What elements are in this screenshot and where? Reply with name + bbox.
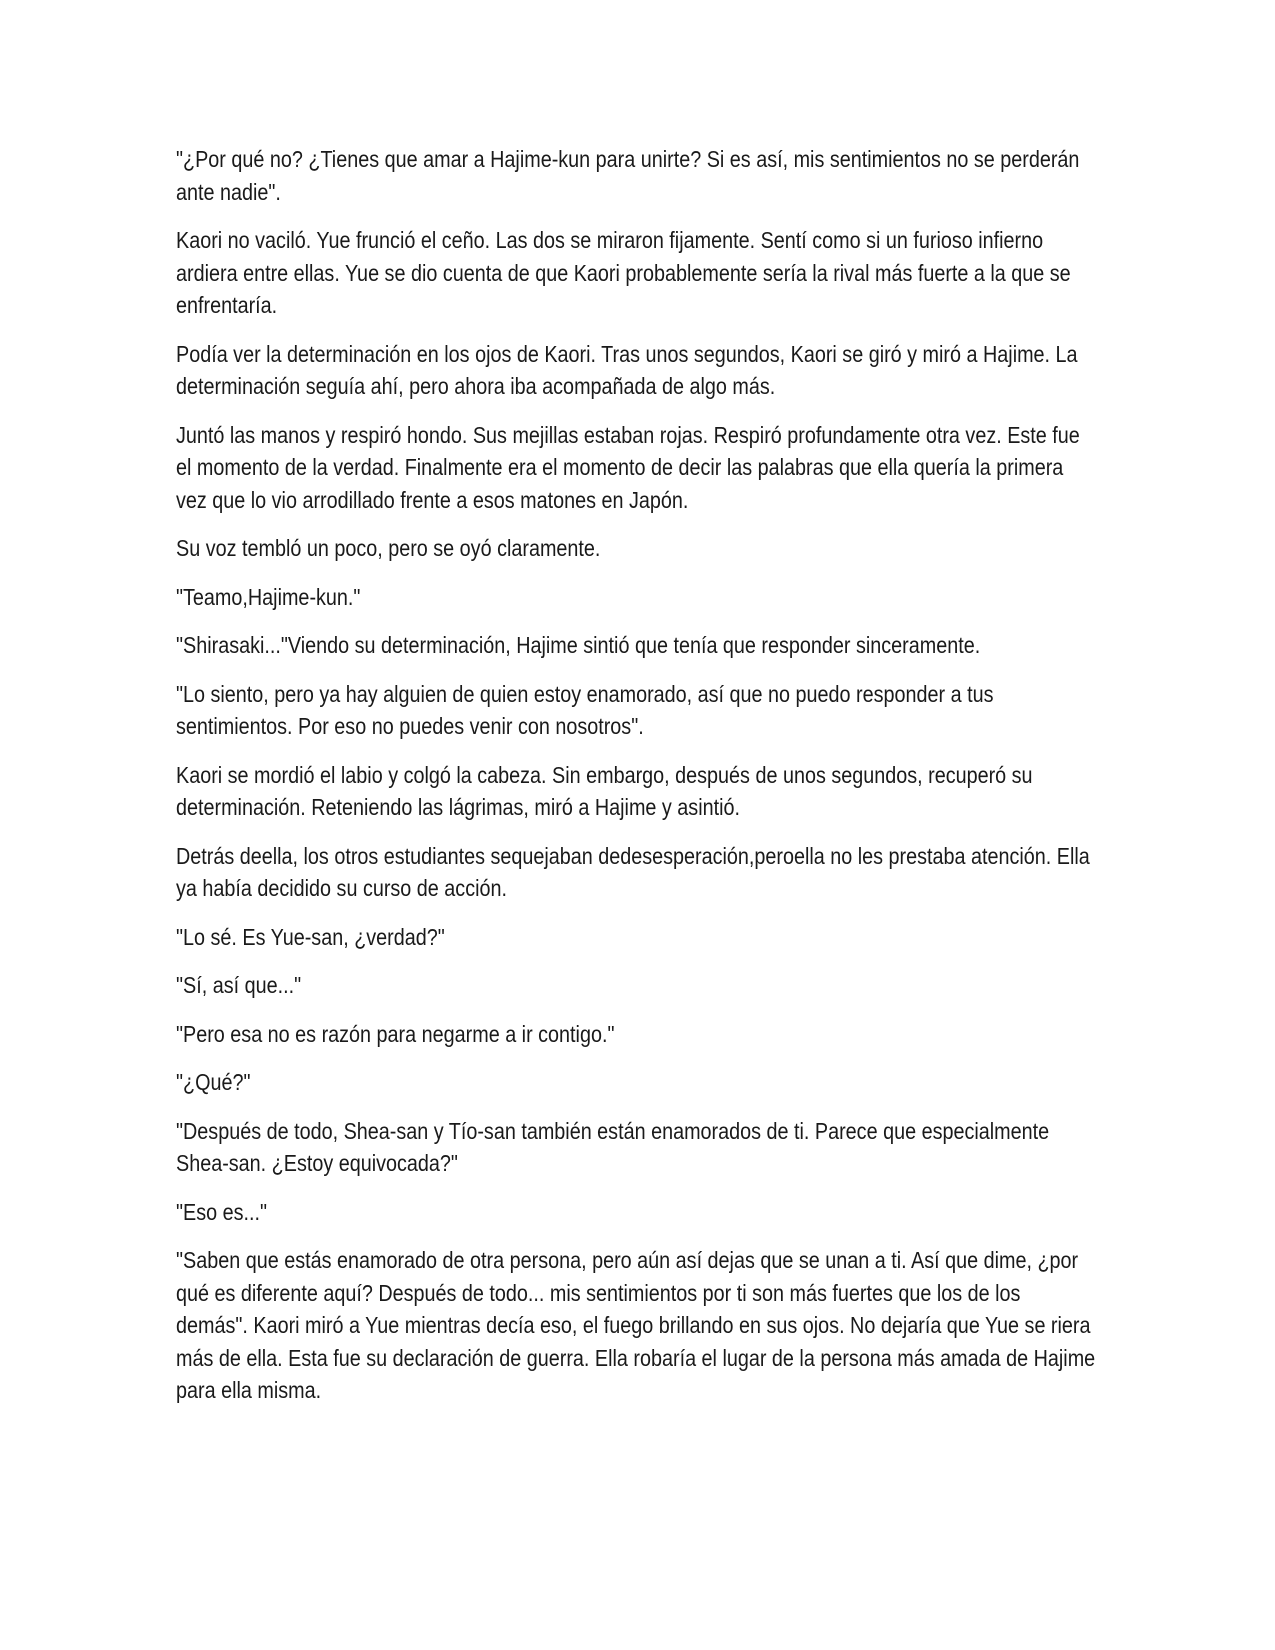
paragraph-12: "Sí, así que..." <box>176 972 302 998</box>
paragraph-9: Kaori se mordió el labio y colgó la cabeza. Sin embargo, después de unos segundos, recuperó su determinación. Reteniendo las lágrimas, miró a Hajime y asintió. <box>176 761 1033 820</box>
paragraph-8: "Lo siento, pero ya hay alguien de quien estoy enamorado, así que no puedo responder a tus sentimientos. Por eso no puedes venir con nosotros". <box>176 680 994 739</box>
paragraph-15: "Después de todo, Shea-san y Tío-san también están enamorados de ti. Parece que especialmente Shea-san. ¿Estoy equivocada?" <box>176 1117 1050 1176</box>
paragraph-4: Juntó las manos y respiró hondo. Sus mejillas estaban rojas. Respiró profundamente otra vez. Este fue el momento de la verdad. Finalmente era el momento de decir las palabras que ella quería la primera vez que lo vio arrodillado frente a esos matones en Japón. <box>176 421 1080 513</box>
paragraph-11: "Lo sé. Es Yue-san, ¿verdad?" <box>176 923 445 950</box>
paragraph-1: "¿Por qué no? ¿Tienes que amar a Hajime-kun para unirte? Si es así, mis sentimientos no se perderán ante nadie". <box>176 146 1080 205</box>
paragraph-6: "Teamo,Hajime-kun." <box>176 583 361 610</box>
paragraph-17: "Saben que estás enamorado de otra persona, pero aún así dejas que se unan a ti. Así que dime, ¿por qué es diferente aquí? Después de todo... mis sentimientos por ti son más fuertes que los de los demás". Kaori miró a Yue mientras decía eso, el fuego brillando en sus ojos. No dejaría que Yue se riera más de ella. Esta fue su declaración de guerra. Ella robaría el lugar de la persona más amada de Hajime para ella misma. <box>176 1247 1096 1403</box>
paragraph-13: "Pero esa no es razón para negarme a ir contigo." <box>176 1020 615 1047</box>
paragraph-3: Podía ver la determinación en los ojos de Kaori. Tras unos segundos, Kaori se giró y miró a Hajime. La determinación seguía ahí, pero ahora iba acompañada de algo más. <box>176 340 1078 399</box>
paragraph-5: Su voz tembló un poco, pero se oyó claramente. <box>176 535 601 561</box>
paragraph-2: Kaori no vaciló. Yue frunció el ceño. Las dos se miraron fijamente. Sentí como si un furioso infierno ardiera entre ellas. Yue se dio cuenta de que Kaori probablemente sería la rival más fuerte a la que se enfrentaría. <box>176 227 1071 318</box>
paragraph-7: "Shirasaki..."Viendo su determinación, Hajime sintió que tenía que responder sinceramente. <box>176 632 981 658</box>
document-page <box>176 143 1096 1423</box>
paragraph-16: "Eso es..." <box>176 1198 268 1225</box>
paragraph-10: Detrás deella, los otros estudiantes sequejaban dedesesperación,peroella no les prestaba atención. Ella ya había decidido su curso de acción. <box>176 842 1090 901</box>
paragraph-14: "¿Qué?" <box>176 1069 251 1095</box>
